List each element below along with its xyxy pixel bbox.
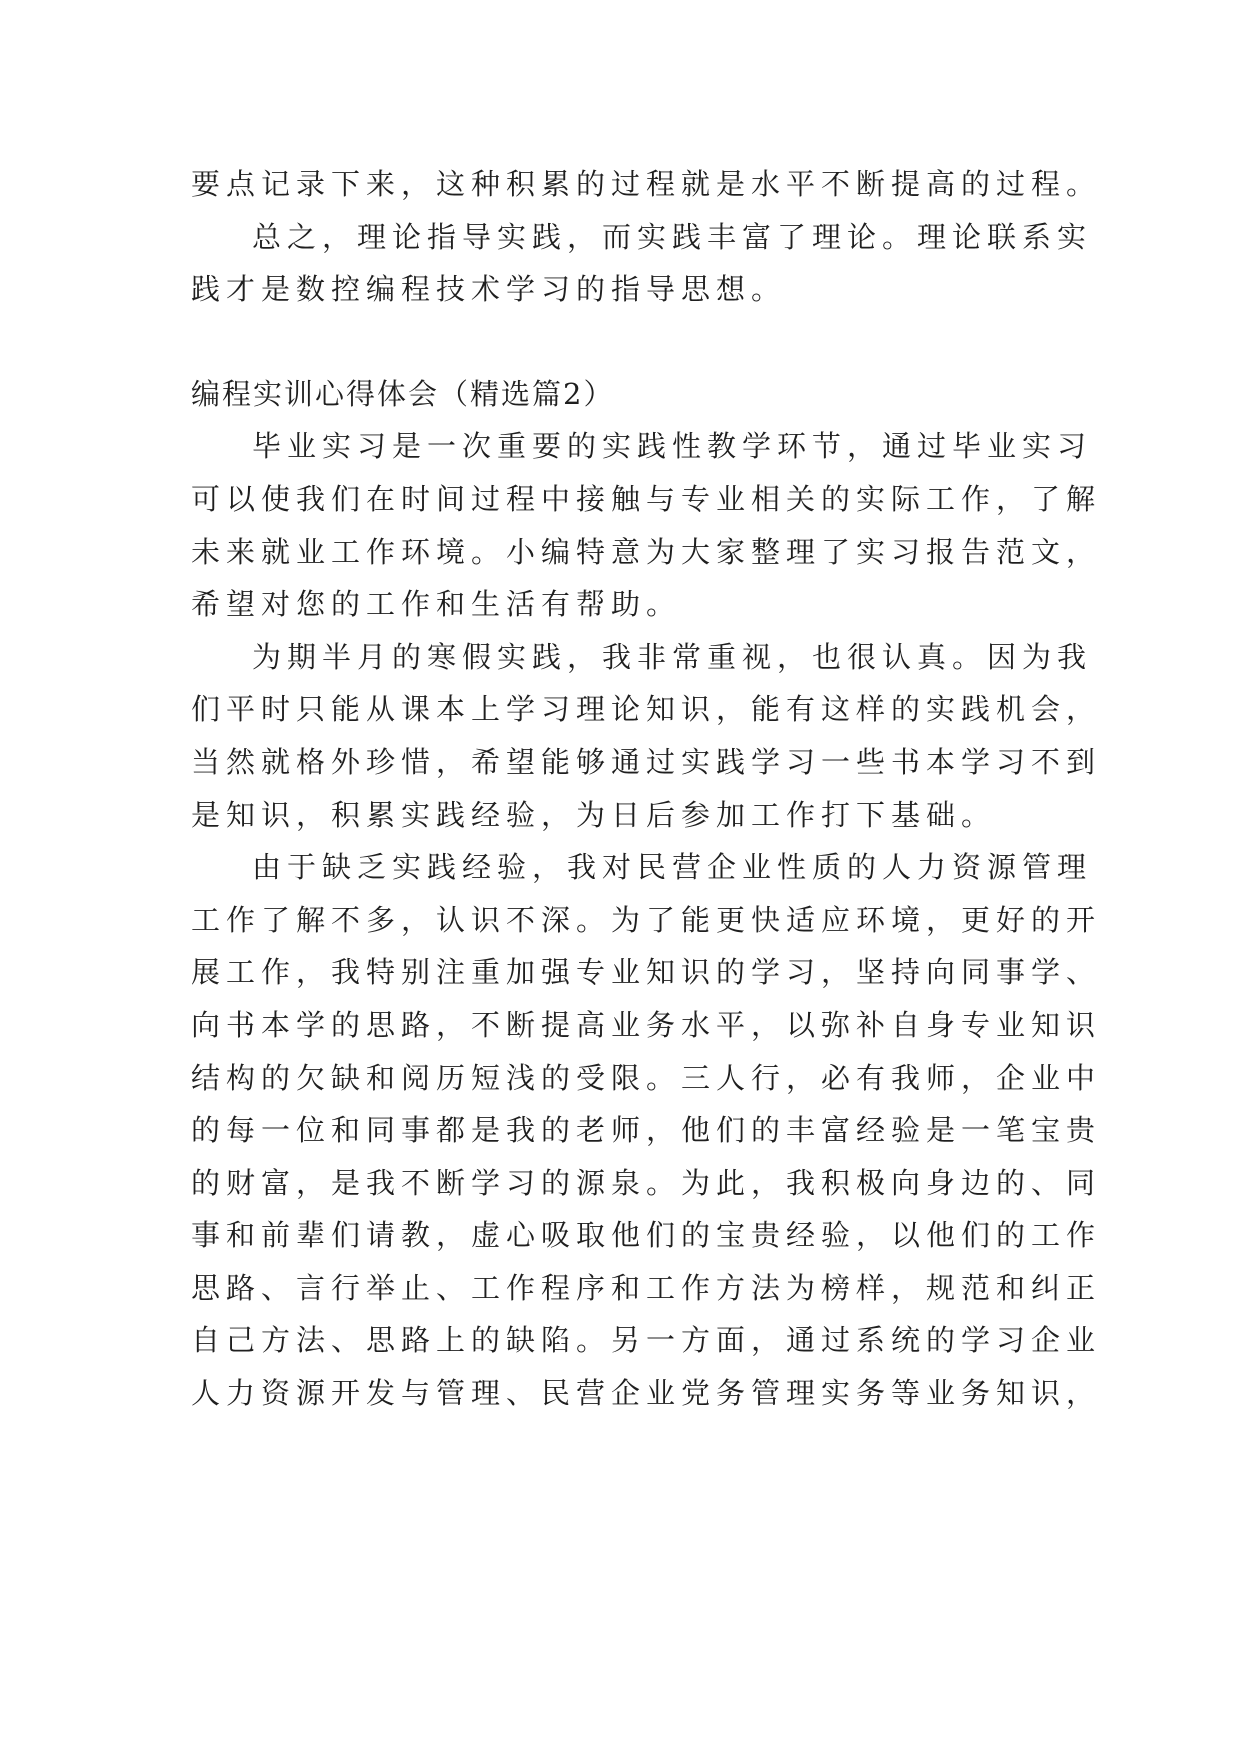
section-heading: 编程实训心得体会（精选篇2） — [191, 376, 615, 411]
text-line: 践才是数控编程技术学习的指导思想。 — [191, 272, 787, 307]
text-line: 当然就格外珍惜，希望能够通过实践学习一些书本学习不到 — [191, 744, 1102, 779]
text-line: 事和前辈们请教，虚心吸取他们的宝贵经验，以他们的工作 — [191, 1218, 1102, 1253]
text-line: 毕业实习是一次重要的实践性教学环节，通过毕业实习 — [252, 429, 1093, 464]
text-line: 结构的欠缺和阅历短浅的受限。三人行，必有我师，企业中 — [191, 1060, 1102, 1095]
text-line: 可以使我们在时间过程中接触与专业相关的实际工作，了解 — [191, 481, 1102, 516]
text-line: 要点记录下来，这种积累的过程就是水平不断提高的过程。 — [191, 167, 1102, 201]
paragraph-spacer — [191, 316, 1071, 368]
text-line: 工作了解不多，认识不深。为了能更快适应环境，更好的开 — [191, 902, 1102, 937]
text-line: 由于缺乏实践经验，我对民营企业性质的人力资源管理 — [252, 850, 1093, 885]
text-line: 人力资源开发与管理、民营企业党务管理实务等业务知识， — [191, 1376, 1102, 1411]
text-line: 展工作，我特别注重加强专业知识的学习，坚持向同事学、 — [191, 955, 1102, 990]
text-line: 总之，理论指导实践，而实践丰富了理论。理论联系实 — [252, 219, 1093, 254]
text-line: 是知识，积累实践经验，为日后参加工作打下基础。 — [191, 797, 997, 832]
text-line: 的财富，是我不断学习的源泉。为此，我积极向身边的、同 — [191, 1165, 1102, 1200]
text-line: 思路、言行举止、工作程序和工作方法为榜样，规范和纠正 — [191, 1270, 1102, 1305]
text-line: 自己方法、思路上的缺陷。另一方面，通过系统的学习企业 — [191, 1323, 1102, 1358]
text-line: 为期半月的寒假实践，我非常重视，也很认真。因为我 — [252, 639, 1093, 674]
text-line: 向书本学的思路，不断提高业务水平，以弥补自身专业知识 — [191, 1007, 1102, 1042]
text-line: 的每一位和同事都是我的老师，他们的丰富经验是一笔宝贵 — [191, 1113, 1102, 1148]
text-line: 未来就业工作环境。小编特意为大家整理了实习报告范文， — [191, 534, 1102, 569]
text-line: 希望对您的工作和生活有帮助。 — [191, 587, 682, 622]
text-line: 们平时只能从课本上学习理论知识，能有这样的实践机会， — [191, 692, 1102, 727]
document-body — [191, 158, 1102, 1420]
